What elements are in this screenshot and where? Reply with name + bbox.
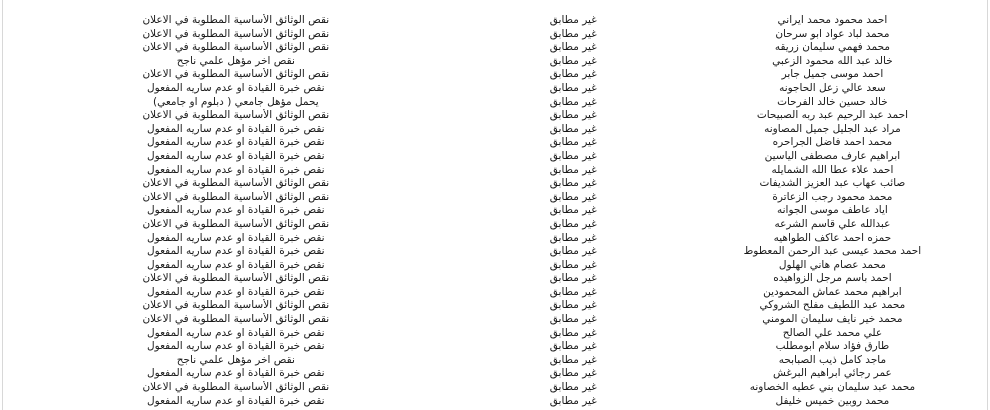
cell-note: نقص الوثائق الأساسية المطلوبة في الاعلان xyxy=(142,313,330,326)
table-row xyxy=(6,150,984,164)
cell-name: محمد محمود رجب الزعاترة xyxy=(772,190,893,203)
cell-note: نقص الوثائق الأساسية المطلوبة في الاعلان xyxy=(142,177,330,190)
table-row xyxy=(6,218,984,232)
cell-name: طارق فؤاد سلام ابومطلب xyxy=(775,340,890,353)
cell-name: احمد علاء عطا الله الشمايله xyxy=(771,163,894,176)
table-row xyxy=(6,354,984,368)
cell-name: خالد حسين خالد الفرحات xyxy=(777,95,888,108)
cell-status: غير مطابق xyxy=(549,326,597,339)
cell-name: احمد عبد الرحيم عبد ربه الصبيحات xyxy=(756,109,908,122)
cell-status: غير مطابق xyxy=(549,149,597,162)
cell-status: غير مطابق xyxy=(549,136,597,149)
cell-status: غير مطابق xyxy=(549,313,597,326)
table-row xyxy=(6,313,984,327)
cell-note: نقص خبرة القيادة او عدم ساريه المفعول xyxy=(147,367,325,380)
cell-name: ابراهيم محمد عماش المحمودين xyxy=(763,285,902,298)
cell-status: غير مطابق xyxy=(549,231,597,244)
cell-note: نقص الوثائق الأساسية المطلوبة في الاعلان xyxy=(142,217,330,230)
table-row xyxy=(6,245,984,259)
table-row xyxy=(6,232,984,246)
table-row xyxy=(6,204,984,218)
cell-status: غير مطابق xyxy=(549,258,597,271)
cell-status: غير مطابق xyxy=(549,381,597,394)
cell-name: محمد فهمي سليمان زريقه xyxy=(774,41,890,54)
cell-status: غير مطابق xyxy=(549,340,597,353)
cell-name: سعد عالي زعل الحاجونه xyxy=(779,81,886,94)
table-row xyxy=(6,177,984,191)
cell-name: اياد عاطف موسى الجوانه xyxy=(777,204,888,217)
cell-note: نقص خبرة القيادة او عدم ساريه المفعول xyxy=(147,245,325,258)
cell-status: غير مطابق xyxy=(549,285,597,298)
cell-status: غير مطابق xyxy=(549,109,597,122)
cell-name: خالد عبد الله محمود الزعبي xyxy=(772,54,893,67)
cell-name: محمد عبد سليمان بني عطيه الخصاونه xyxy=(749,381,916,394)
records-table-body xyxy=(6,14,984,408)
cell-status: غير مطابق xyxy=(549,122,597,135)
cell-note: نقص اخر مؤهل علمي ناجح xyxy=(176,353,295,366)
table-row xyxy=(6,14,984,28)
cell-note: نقص خبرة القيادة او عدم ساريه المفعول xyxy=(147,81,325,94)
cell-name: محمد احمد فاضل الجراحره xyxy=(772,136,893,149)
cell-status: غير مطابق xyxy=(549,177,597,190)
cell-note: نقص الوثائق الأساسية المطلوبة في الاعلان xyxy=(142,41,330,54)
cell-note: نقص الوثائق الأساسية المطلوبة في الاعلان xyxy=(142,381,330,394)
cell-note: نقص خبرة القيادة او عدم ساريه المفعول xyxy=(147,136,325,149)
table-row xyxy=(6,28,984,42)
cell-name: علي محمد علي الصالح xyxy=(782,326,883,339)
cell-name: احمد محمود محمد ايراني xyxy=(777,14,888,26)
table-row xyxy=(6,123,984,137)
cell-note: نقص خبرة القيادة او عدم ساريه المفعول xyxy=(147,149,325,162)
cell-note: نقص خبرة القيادة او عدم ساريه المفعول xyxy=(147,258,325,271)
cell-note: نقص اخر مؤهل علمي ناجح xyxy=(176,54,295,67)
cell-status: غير مطابق xyxy=(549,217,597,230)
cell-status: غير مطابق xyxy=(549,367,597,380)
cell-note: نقص خبرة القيادة او عدم ساريه المفعول xyxy=(147,394,325,407)
cell-status: غير مطابق xyxy=(549,14,597,26)
cell-name: عبدالله علي قاسم الشرعه xyxy=(774,217,891,230)
cell-name: محمد عصام هاني الهلول xyxy=(778,258,886,271)
cell-note: نقص الوثائق الأساسية المطلوبة في الاعلان xyxy=(142,299,330,312)
cell-name: احمد محمد عيسى عبد الرحمن المعطوط xyxy=(743,245,922,258)
cell-status: غير مطابق xyxy=(549,68,597,81)
table-row xyxy=(6,96,984,110)
table-row xyxy=(6,299,984,313)
cell-status: غير مطابق xyxy=(549,190,597,203)
cell-note: نقص خبرة القيادة او عدم ساريه المفعول xyxy=(147,340,325,353)
cell-note: نقص خبرة القيادة او عدم ساريه المفعول xyxy=(147,204,325,217)
records-table xyxy=(6,14,984,408)
table-row xyxy=(6,68,984,82)
cell-note: نقص الوثائق الأساسية المطلوبة في الاعلان xyxy=(142,68,330,81)
cell-note: يحمل مؤهل جامعي ( دبلوم او جامعي) xyxy=(152,95,319,108)
records-table-container xyxy=(0,14,990,408)
cell-note: نقص الوثائق الأساسية المطلوبة في الاعلان xyxy=(142,14,330,26)
cell-status: غير مطابق xyxy=(549,204,597,217)
cell-name: ابراهيم عارف مصطفى الياسين xyxy=(764,149,901,162)
cell-status: غير مطابق xyxy=(549,272,597,285)
cell-name: عمر رجائي ابراهيم البرغش xyxy=(773,367,892,380)
table-row xyxy=(6,340,984,354)
table-row xyxy=(6,367,984,381)
cell-note: نقص خبرة القيادة او عدم ساريه المفعول xyxy=(147,163,325,176)
cell-note: نقص الوثائق الأساسية المطلوبة في الاعلان xyxy=(142,272,330,285)
cell-name: ماجد كامل ذيب الصبابحه xyxy=(778,353,887,366)
cell-status: غير مطابق xyxy=(549,163,597,176)
table-row xyxy=(6,395,984,409)
table-row xyxy=(6,164,984,178)
cell-note: نقص خبرة القيادة او عدم ساريه المفعول xyxy=(147,326,325,339)
table-row xyxy=(6,259,984,273)
cell-note: نقص الوثائق الأساسية المطلوبة في الاعلان xyxy=(142,27,330,40)
cell-status: غير مطابق xyxy=(549,299,597,312)
cell-status: غير مطابق xyxy=(549,353,597,366)
cell-status: غير مطابق xyxy=(549,81,597,94)
cell-name: محمد روبين خميس خليفل xyxy=(775,394,890,407)
table-row xyxy=(6,136,984,150)
cell-name: محمد خير نايف سليمان المومني xyxy=(762,313,903,326)
table-row xyxy=(6,286,984,300)
cell-name: مراد عبد الجليل جميل المصاونه xyxy=(764,122,901,135)
cell-status: غير مطابق xyxy=(549,54,597,67)
cell-name: حمزه احمد عاكف الطواهيه xyxy=(773,231,892,244)
cell-name: احمد باسم مرجل الزواهيده xyxy=(773,272,892,285)
cell-note: نقص الوثائق الأساسية المطلوبة في الاعلان xyxy=(142,190,330,203)
cell-status: غير مطابق xyxy=(549,245,597,258)
cell-name: احمد موسى جميل جابر xyxy=(781,68,884,81)
cell-note: نقص الوثائق الأساسية المطلوبة في الاعلان xyxy=(142,109,330,122)
table-row xyxy=(6,109,984,123)
cell-name: محمد لباد عواد ابو سرحان xyxy=(775,27,890,40)
cell-name: صائب عهاب عبد العزيز الشديفات xyxy=(759,177,906,190)
cell-status: غير مطابق xyxy=(549,27,597,40)
cell-note: نقص خبرة القيادة او عدم ساريه المفعول xyxy=(147,122,325,135)
table-row xyxy=(6,191,984,205)
table-row xyxy=(6,82,984,96)
cell-note: نقص خبرة القيادة او عدم ساريه المفعول xyxy=(147,285,325,298)
table-row xyxy=(6,381,984,395)
cell-name: محمد عبد اللطيف مفلح الشروكي xyxy=(759,299,906,312)
cell-status: غير مطابق xyxy=(549,95,597,108)
cell-note: نقص خبرة القيادة او عدم ساريه المفعول xyxy=(147,231,325,244)
cell-status: غير مطابق xyxy=(549,394,597,407)
table-row xyxy=(6,41,984,55)
table-row xyxy=(6,55,984,69)
table-row xyxy=(6,327,984,341)
table-row xyxy=(6,272,984,286)
cell-status: غير مطابق xyxy=(549,41,597,54)
